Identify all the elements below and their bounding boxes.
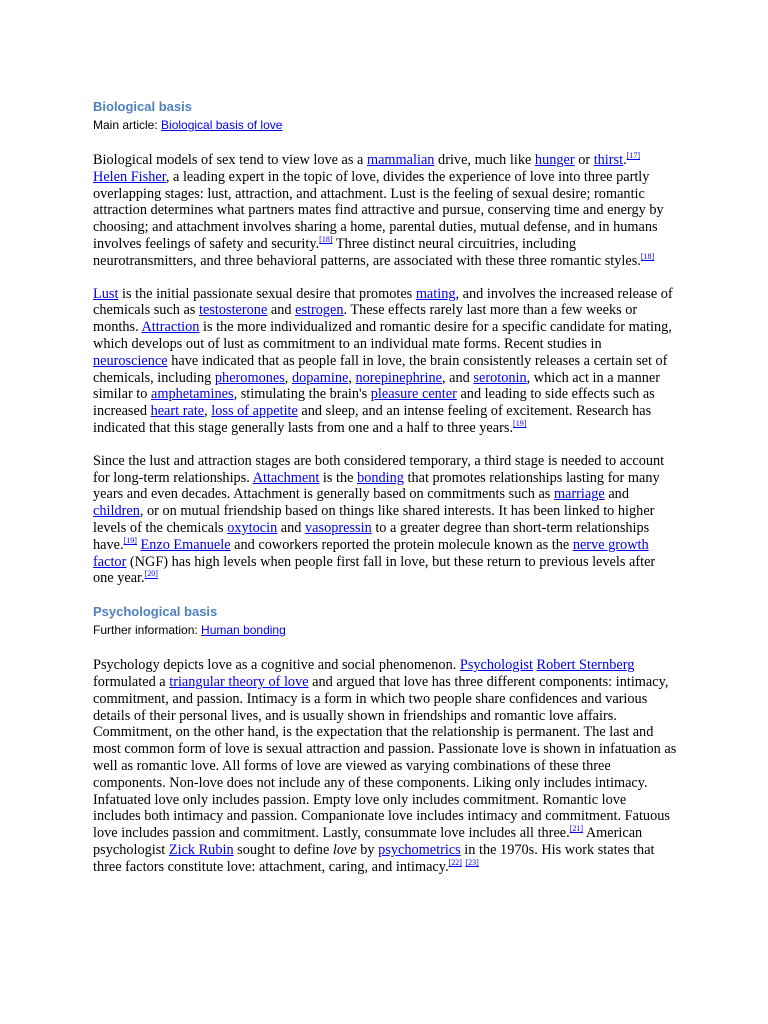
further-information-note bbox=[93, 621, 677, 639]
body-text: and argued that love has three different components: intimacy, commitment, and passion. Intimacy is a form in which two people share confidences and various details of their personal lives, and is usually shown in friendships and romantic love affairs. Commitment, on the other hand, is the expectation that the relationship is permanent. The last and most common form of love is sexual attraction and passion. Passionate love is shown in infatuation as well as romantic love. All forms of love are viewed as varying combinations of these three components. Non-love does not include any of these components. Liking only includes intimacy. Infatuated love only includes passion. Empty love only includes commitment. Romantic love includes both intimacy and passion. Companionate love includes intimacy and commitment. Fatuous love includes passion and commitment. Lastly, consummate love includes all three. bbox=[93, 673, 677, 842]
link-pleasure-center[interactable]: pleasure center bbox=[370, 386, 457, 403]
body-text: , and bbox=[442, 369, 474, 386]
link-robert-sternberg[interactable]: Robert Sternberg bbox=[536, 657, 635, 674]
paragraph-attachment bbox=[93, 453, 677, 587]
body-text: and bbox=[277, 519, 306, 536]
link-psychometrics[interactable]: psychometrics bbox=[378, 841, 461, 858]
body-text: Since the lust and attraction stages are both considered temporary, a third stage is needed to account for long-term relationships. bbox=[93, 452, 665, 486]
citation-superscript bbox=[513, 419, 526, 428]
body-text: and leading to side effects such as increased bbox=[93, 386, 655, 420]
link-mating[interactable]: mating bbox=[415, 285, 456, 302]
body-text: , a leading expert in the topic of love, divides the experience of love into three partly overlapping stages: lust, attraction, and attachment. Lust is the feeling of sexual desire; romantic attraction determines what partners mates find attractive and pursue, conserving time and energy by choosing; and attachment involves sharing a home, parental duties, mutual defense, and in humans involves feelings of safety and security. bbox=[93, 168, 664, 252]
paragraph-psychology bbox=[93, 657, 677, 875]
paragraph-biological-models bbox=[93, 152, 677, 270]
link-amphetamines[interactable]: amphetamines bbox=[150, 386, 234, 403]
link-lust[interactable]: Lust bbox=[93, 285, 119, 302]
link-norepinephrine[interactable]: norepinephrine bbox=[355, 369, 443, 386]
link-triangular-theory-of-love[interactable]: triangular theory of love bbox=[169, 673, 309, 690]
citation-superscript bbox=[449, 858, 462, 867]
citation-link[interactable]: [18] bbox=[319, 235, 333, 245]
body-text: to a greater degree than short-term relationships have. bbox=[93, 519, 650, 553]
citation-link[interactable]: [22] bbox=[448, 857, 462, 867]
link-vasopressin[interactable]: vasopressin bbox=[305, 519, 372, 536]
citation-link[interactable]: [20] bbox=[144, 569, 158, 579]
section-heading-biological: Biological basis bbox=[93, 99, 192, 114]
citation-link[interactable]: [21] bbox=[569, 824, 584, 834]
link-neuroscience[interactable]: neuroscience bbox=[93, 352, 168, 369]
body-text: and bbox=[267, 302, 296, 319]
citation-link[interactable]: [23] bbox=[465, 857, 479, 867]
citation-link[interactable]: [18] bbox=[640, 252, 655, 262]
link-zick-rubin[interactable]: Zick Rubin bbox=[168, 841, 234, 858]
body-text: is the more individualized and romantic desire for a specific candidate for mating, which develops out of lust as commitment to an individual mate forms. Recent studies in bbox=[93, 319, 672, 352]
body-text: sought to define bbox=[233, 841, 333, 858]
citation-link[interactable]: [17] bbox=[626, 151, 640, 161]
further-information-link[interactable]: Human bonding bbox=[201, 623, 286, 638]
link-heart-rate[interactable]: heart rate bbox=[150, 403, 205, 420]
body-text: and bbox=[604, 486, 629, 503]
main-article-link[interactable]: Biological basis of love bbox=[161, 118, 283, 132]
body-text: , bbox=[204, 403, 212, 420]
citation-superscript bbox=[319, 235, 332, 244]
link-helen-fisher[interactable]: Helen Fisher bbox=[93, 168, 166, 185]
body-text: or bbox=[574, 152, 594, 168]
link-marriage[interactable]: marriage bbox=[553, 486, 605, 503]
citation-superscript bbox=[641, 252, 654, 261]
link-dopamine[interactable]: dopamine bbox=[291, 369, 349, 386]
link-oxytocin[interactable]: oxytocin bbox=[227, 519, 278, 536]
citation-superscript bbox=[145, 570, 158, 579]
body-text: and sleep, and an intense feeling of excitement. Research has indicated that this stage generally lasts from one and a half to three years. bbox=[93, 403, 652, 436]
body-text: , and involves the increased release of chemicals such as bbox=[93, 285, 673, 319]
body-text: American psychologist bbox=[93, 825, 643, 858]
paragraph-lust bbox=[93, 286, 677, 437]
body-text: . bbox=[623, 152, 627, 168]
body-text: , stimulating the brain's bbox=[233, 386, 371, 403]
main-article-label: Main article: bbox=[93, 118, 162, 132]
link-bonding[interactable]: bonding bbox=[357, 469, 404, 486]
body-text: Psychology depicts love as a cognitive and social phenomenon. bbox=[93, 657, 460, 674]
body-text: is the bbox=[319, 469, 358, 486]
citation-superscript bbox=[570, 824, 583, 833]
link-serotonin[interactable]: serotonin bbox=[473, 369, 527, 386]
body-text: . These effects rarely last more than a few weeks or months. bbox=[93, 302, 638, 336]
link-enzo-emanuele[interactable]: Enzo Emanuele bbox=[140, 536, 231, 553]
document-page bbox=[93, 98, 677, 875]
body-text: Biological models of sex tend to view love as a bbox=[93, 152, 367, 168]
citation-link[interactable]: [19] bbox=[513, 419, 527, 429]
link-attraction[interactable]: Attraction bbox=[141, 319, 200, 336]
link-pheromones[interactable]: pheromones bbox=[214, 369, 285, 386]
body-text: drive, much like bbox=[434, 152, 535, 168]
body-text: is the initial passionate sexual desire that promotes bbox=[118, 285, 416, 302]
main-article-note bbox=[93, 116, 677, 134]
body-text: (NGF) has high levels when people first fall in love, but these return to previous levels after one year. bbox=[93, 553, 656, 587]
body-text: that promotes relationships lasting for many years and even decades. Attachment is generally based on commitments such as bbox=[93, 469, 660, 503]
section-heading-psychological: Psychological basis bbox=[93, 604, 218, 620]
link-loss-of-appetite[interactable]: loss of appetite bbox=[211, 403, 298, 420]
link-hunger[interactable]: hunger bbox=[534, 152, 575, 168]
body-text: , which act in a manner similar to bbox=[93, 369, 661, 403]
citation-superscript bbox=[627, 151, 640, 160]
body-text: have indicated that as people fall in love, the brain consistently releases a certain set of chemicals, including bbox=[93, 352, 668, 386]
body-text: by bbox=[356, 841, 379, 858]
body-text: , bbox=[284, 369, 292, 386]
citation-superscript bbox=[124, 536, 137, 545]
link-attachment[interactable]: Attachment bbox=[252, 469, 320, 486]
body-text: and coworkers reported the protein molecule known as the bbox=[230, 536, 573, 553]
link-thirst[interactable]: thirst bbox=[593, 152, 624, 168]
body-text: Three distinct neural circuitries, including neurotransmitters, and three behavioral patterns, are associated with these three romantic styles. bbox=[93, 235, 641, 269]
further-information-label: Further information: bbox=[93, 623, 202, 638]
citation-superscript bbox=[465, 858, 478, 867]
body-text: formulated a bbox=[93, 673, 170, 690]
link-children[interactable]: children bbox=[93, 503, 140, 520]
link-testosterone[interactable]: testosterone bbox=[199, 302, 268, 319]
body-text: , or on mutual friendship based on things like shared interests. It has been linked to higher levels of the chemicals bbox=[93, 503, 655, 536]
link-mammalian[interactable]: mammalian bbox=[366, 152, 435, 168]
citation-link[interactable]: [19] bbox=[123, 535, 137, 545]
link-estrogen[interactable]: estrogen bbox=[295, 302, 344, 319]
body-text: in the 1970s. His work states that three factors constitute love: attachment, caring, and intimacy. bbox=[93, 841, 655, 875]
link-psychologist[interactable]: Psychologist bbox=[459, 657, 533, 674]
body-text: , bbox=[348, 369, 356, 386]
italic-text: love bbox=[332, 841, 357, 858]
link-nerve-growth-factor[interactable]: nerve growth factor bbox=[93, 536, 649, 570]
